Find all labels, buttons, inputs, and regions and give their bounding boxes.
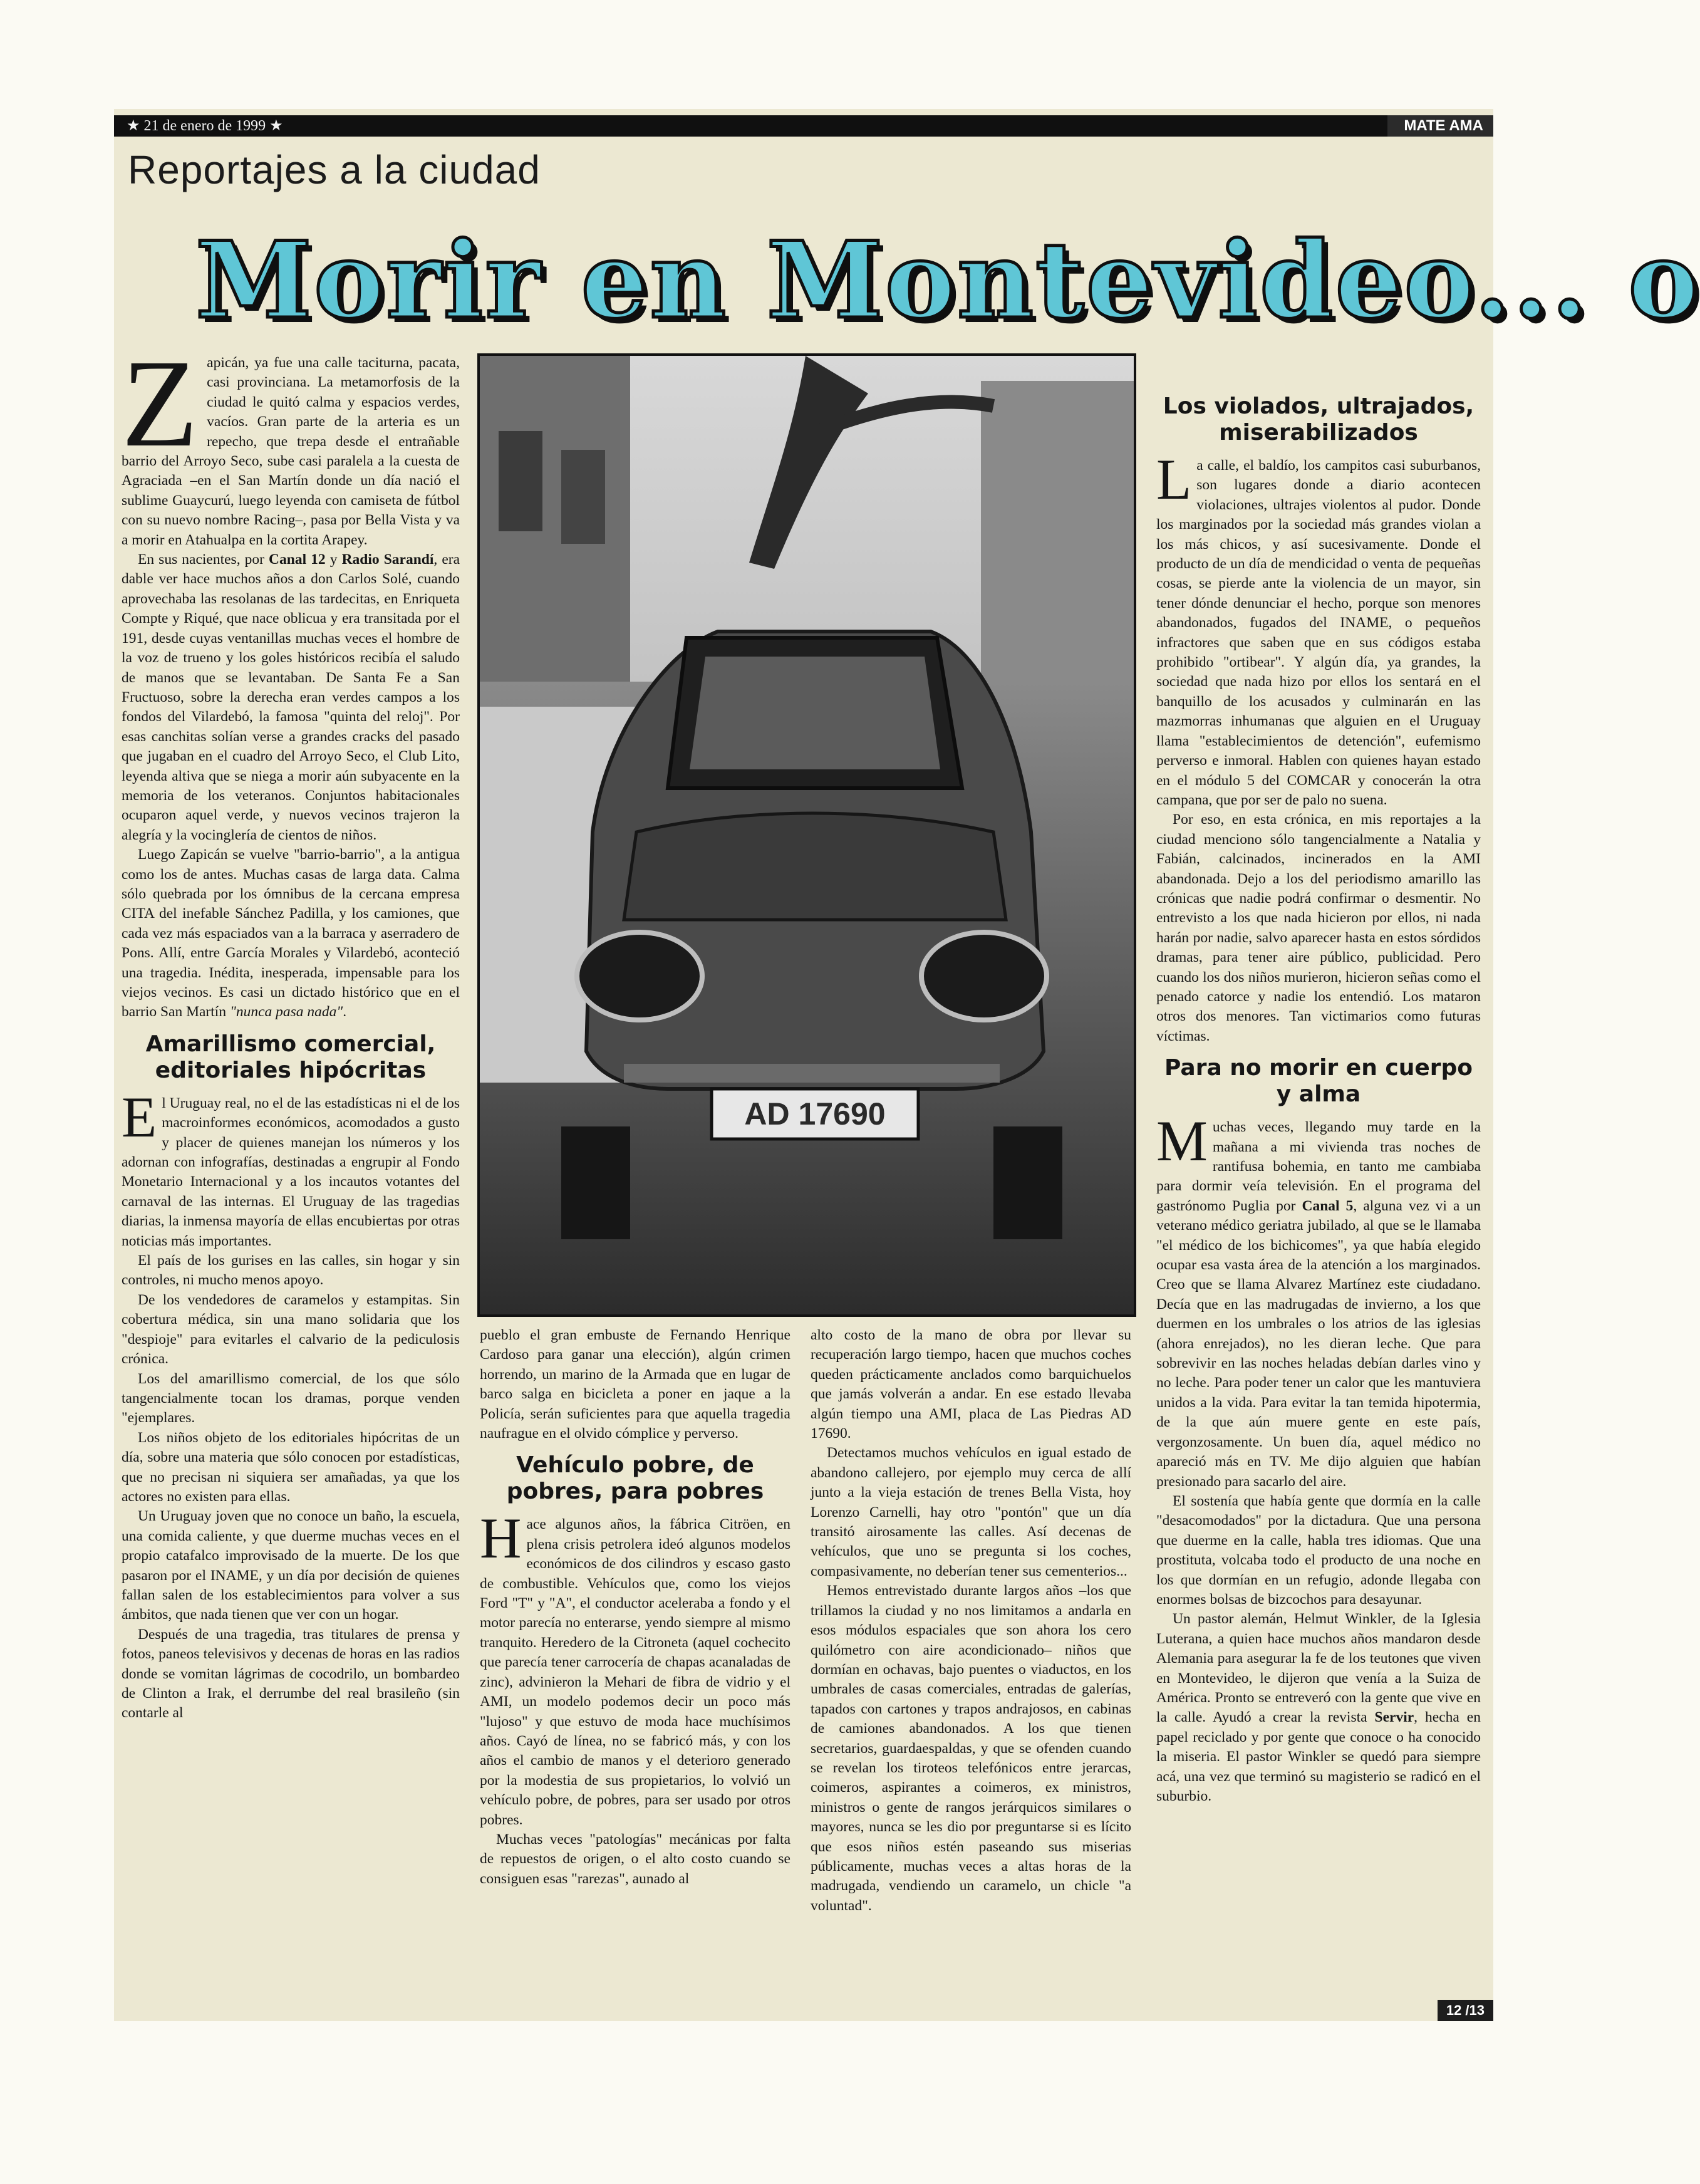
- subheading: Para no morir en cuerpo y alma: [1164, 1055, 1473, 1108]
- paragraph: Muchas veces "patologías" mecánicas por falta de repuestos de origen, o el alto costo cuando se consiguen esas "rarezas", aunado al: [480, 1831, 790, 1887]
- section-title: Reportajes a la ciudad: [128, 147, 541, 192]
- column-3: [811, 1326, 1131, 1916]
- paragraph-text: uchas veces, llegando muy tarde en la mañana a mi vivienda tras noches de rantifusa bohemia, en tanto me cambiaba para dormir veía televisión. En el programa del gastrónomo Puglia por: [1156, 1119, 1481, 1214]
- paragraph-text: , era dable ver hace muchos años a don Carlos Solé, cuando aprovechaba las resolanas de las tardecitas, en Enriqueta Compte y Riqué, que nace oblicua y era transitada por el 191, desde cuyas ventanillas muchas veces el hombre de la voz de trueno y los goles históricos recibía el saludo de manos que se levantaban. De Santa Fe a San Fructuoso, sobre la derecha eran verdes campos a los fondos del Vilardebó, la famosa "quinta del reloj". Por esas canchitas solían verse a grandes cracks del pasado que jugaban en el cuadro del Arroyo Seco, el Club Lito, leyenda altiva que se niega a morir aún subyacente en la memoria de los veteranos. Conjuntos habitacionales ocuparon aquel verde, y nuevos vecinos trajeron la alegría y la vocinglería de cientos de niños.: [122, 551, 460, 843]
- burned-car-photo: [477, 353, 1136, 1317]
- paragraph-text: , hecha en papel reciclado y por gente que conoce o ha conocido la miseria. El pastor Winkler se quedó para siempre acá, una vez que terminó su magisterio se radicó en el suburbio.: [1156, 1709, 1481, 1804]
- column-4: [1156, 385, 1481, 1806]
- drop-cap: Z: [122, 335, 199, 473]
- paragraph-text: l Uruguay real, no el de las estadísticas ni el de los macroinformes económicos, acomodados a gusto y placer de quienes manejan los números y los adornan con infografías, destinadas a engrupir al Fondo Monetario Internacional y a los incautos votantes del carnaval de las internas. El Uruguay de las tragedias diarias, la inmensa mayoría de ellas encubiertas por otras noticias más importantes.: [122, 1095, 460, 1249]
- channel-name: Canal 5: [1302, 1197, 1354, 1214]
- paragraph: [122, 845, 460, 1022]
- license-plate: AD 17690: [744, 1096, 886, 1131]
- paragraph: Los del amarillismo comercial, de los que sólo tangencialmente tocan los dramas, porque venden "ejemplares.: [122, 1370, 460, 1427]
- paragraph: [1156, 1609, 1481, 1806]
- paragraph-text: En sus nacientes, por: [138, 551, 269, 568]
- paragraph: [1156, 1109, 1481, 1492]
- paragraph: El sostenía que había gente que dormía en la calle "desacomodados" por la dictadura. Que una persona que duerme en la calle, habla tres idiomas. Que una prostituta, volcaba todo el producto de una noche en los que dormían en un refugio, adonde llegaba con enormes bolsas de bizcochos para desayunar.: [1156, 1492, 1481, 1608]
- paragraph: Hemos entrevistado durante largos años –los que trillamos la ciudad y no nos limitamos a andarla en esos módulos espaciales que son ahora los cero quilómetro con aire acondicionado– niños que dormían en ochavas, bajo puentes o viaductos, en los umbrales de casas comerciales, entradas de galerías, tapados con cartones y trapos andrajosos, en cabinas de camiones abandonados. A los que tienen secretarios, guardaespaldas, y que se ofenden cuando se revelan los tiroteos telefónicos entre jerarcas, coimeros, aspirantes a coimeros, ex ministros, ministros o gente de rangos jerárquicos similares o mayores, nunca se les dio por preguntarse si es lícito que esos niños estén paseando sus miserias públicamente, muchas veces a altas horas de la madrugada, vendiendo un caramelo, un chicle "a voluntad".: [811, 1583, 1131, 1914]
- paragraph: Después de una tragedia, tras titulares de prensa y fotos, paneos televisivos y decenas de horas en las radios donde se vomitan lágrimas de cocodrilo, un bombardeo de Clinton a Irak, el derrumbe del real brasileño (sin contarle al: [122, 1626, 460, 1722]
- paragraph-text: apicán, ya fue una calle taciturna, pacata, casi provinciana. La metamorfosis de la ciudad le quitó calma y espacios verdes, vacíos. Gran parte de la arteria es un repecho, que trepa desde el entrañable barrio del Arroyo Seco, sube casi paralela a la cuesta de Agraciada –en el San Martín donde un día nació el sublime Guaycurú, luego leyenda con camiseta de fútbol con su nuevo nombre Racing–, pasa por Bella Vista y va a morir en Atahualpa en la cortita Arapey.: [122, 355, 460, 548]
- radio-name: Radio Sarandí: [341, 551, 434, 568]
- paragraph: [122, 335, 460, 550]
- paragraph: [480, 1506, 790, 1830]
- paragraph-text: ace algunos años, la fábrica Citröen, en plena crisis petrolera ideó algunos modelos económicos de dos cilindros y escaso gasto de combustible. Vehículos que, como los viejos Ford "T" y "A", el conductor aceleraba a fondo y el motor parecía no enterarse, yendo siempre al mismo tranquito. Heredero de la Citroneta (aquel cochecito que parecía tener carrocería de chapas acanaladas de zinc), advinieron la Mehari de fibra de vidrio y el AMI, un modelo podemos decir un poco más "lujoso" y que estuvo de moda hace muchísimos años. Cayó de línea, no se fabricó más, y con los años el cambio de manos y el deterioro generado por la modestia de sus propietarios, lo volvió un vehículo pobre, de pobres, para ser usado por otros pobres.: [480, 1516, 790, 1828]
- paragraph: Detectamos muchos vehículos en igual estado de abandono callejero, por ejemplo muy cerca de allí junto a la vieja estación de trenes Bella Vista, hoy Lorenzo Carnelli, hay otro "pontón" que un día transitó airosamente las calles. Así decenas de vehículos, que uno se pregunta si los coches, compasivamente, no deberían tener sus cementerios...: [811, 1445, 1131, 1579]
- drop-cap: H: [480, 1506, 522, 1571]
- subheading: Vehículo pobre, de pobres, para pobres: [506, 1452, 764, 1505]
- paragraph: alto costo de la mano de obra por llevar su recuperación largo tiempo, hacen que muchos coches queden prácticamente anclados como barquichuelos que jamás volverán a andar. En ese estado llevaba algún tiempo una AMI, placa de Las Piedras AD 17690.: [811, 1327, 1131, 1442]
- newspaper-page: [114, 109, 1700, 2021]
- paragraph-text: a calle, el baldío, los campitos casi suburbanos, son lugares donde a diario acontecen violaciones, ultrajes violentos al pudor. Donde los marginados por la sociedad más grandes violan a los más chicos, y así sucesivamente. Donde el producto de un día de mendicidad o venta de pequeñas cosas, se pierde ante la violencia de un mayor, sin tener dónde denunciar el hecho, porque son menores abandonados, fugados del INAME, o pequeños infractores que saben que en sus códigos estaba prohibido "ortibear". Y algún día, ya grandes, la sociedad que nada hizo por ellos los sentará en el banquillo de los acusados y culminarán en las mazmorras inhumanas que alguien en el Uruguay llama "establecimientos de detención", eufemismo perverso e inmoral. Hablen con quienes hayan estado en el módulo 5 del COMCAR y conocerán la otra campana, que por ser de palo no suena.: [1156, 457, 1481, 808]
- paragraph: El país de los gurises en las calles, sin hogar y sin controles, ni mucho menos apoyo.: [122, 1252, 460, 1289]
- paragraph: [122, 550, 460, 845]
- paragraph-text: y: [325, 551, 342, 568]
- magazine-name: Servir: [1374, 1709, 1414, 1726]
- drop-cap: M: [1156, 1109, 1208, 1173]
- drop-cap: E: [122, 1084, 157, 1149]
- paragraph-text: , alguna vez vi a un veterano médico geriatra jubilado, al que se le llamaba "el médico de los bichicomes", ya que había elegido ocupar esa vasta área de la atención a los marginados. Creo que se llama Alvarez Martínez este ciudadano. Decía que en las madrugadas de invierno, a los que duermen en los umbrales o los atrios de las iglesias (ahora enrejados), no les dieran leche. Que para sobrevivir en las noches heladas debían darles vino y no leche. Para poder tener un calor que les mantuviera unidos a la vida. Para evitar la tan temida hipotermia, de la que aún muere gente en este país, vergonzosamente. Un buen día, aquel médico no apareció más en TV. Me dijo alguien que habían presionado para sacarlo del aire.: [1156, 1197, 1481, 1490]
- paragraph-text: Luego Zapicán se vuelve "barrio-barrio", a la antigua como los de antes. Muchas casas de larga data. Calma sólo quebrada por los ómnibus de la cercana empresa CITA del inefable Sánchez Padilla, y los camiones, que cada vez más espaciados van a la barraca y aserradero de Pons. Allí, entre García Morales y Vilardebó, aconteció una tragedia. Inédita, inesperada, impensable para los viejos vecinos. Es casi un dictado histórico que en el barrio San Martín: [122, 846, 460, 1021]
- headline: Morir en Montevideo... o: [195, 218, 1700, 342]
- column-1: [122, 335, 460, 1724]
- paragraph: [1156, 447, 1481, 810]
- publication-name: MATE AMA: [1387, 115, 1493, 137]
- paragraph: [122, 1084, 460, 1251]
- channel-name: Canal 12: [269, 551, 326, 568]
- subheading: Amarillismo comercial, editoriales hipócritas: [145, 1031, 436, 1083]
- drop-cap: L: [1156, 447, 1192, 511]
- paragraph: Los niños objeto de los editoriales hipócritas de un día, sobre una materia que sólo conocen por estadísticas, que no precisan ni siquiera ser amañadas, ya que los actores no existen para ellas.: [122, 1429, 460, 1505]
- quote: "nunca pasa nada": [229, 1004, 343, 1021]
- photo-illustration: [480, 356, 1134, 1314]
- paragraph: De los vendedores de caramelos y estampitas. Sin cobertura médica, sin una mano solidaria que los "despioje" para evitarles el calvario de la pediculosis crónica.: [122, 1291, 460, 1368]
- paragraph-text: Un pastor alemán, Helmut Winkler, de la Iglesia Luterana, a quien hace muchos años mandaron desde Alemania para asegurar la fe de los teutones que viven en Montevideo, le dijeron que venía a la Suiza de América. Pronto se entreveró con la gente que vive en la calle. Ayudó a crear la revista: [1156, 1611, 1481, 1726]
- paragraph: Un Uruguay joven que no conoce un baño, la escuela, una comida caliente, y que duerme muchas veces en el propio catafalco improvisado de la muerte. De los que pasaron por el INAME, y un día por decisión de quienes fallan salen de los establecimientos para volver a sus ámbitos, que nada tienen que ver con un hogar.: [122, 1508, 460, 1623]
- issue-date: ★ 21 de enero de 1999 ★: [127, 118, 283, 134]
- top-bar: [114, 115, 1493, 137]
- page-number: 12 /13: [1438, 2000, 1493, 2021]
- paragraph-text: .: [343, 1004, 347, 1021]
- paragraph: Por eso, en esta crónica, en mis reportajes a la ciudad menciono sólo tangencialmente a Natalia y Fabián, calcinados, incinerados en la AMI abandonada. Dejo a los del periodismo amarillo las crónicas que nadie podrá confirmar o desmentir. No entrevisto a los que nada hicieron por ellos, ni nada harán por nadie, salvo aparecer hasta en estos sórdidos dramas, para tener aire público, publicidad. Pero cuando los dos niños murieron, hicieron señas como el penado catorce y nadie los entendió. Los mataron otros dos menores. Tan victimarios como futuras víctimas.: [1156, 811, 1481, 1044]
- subheading: Los violados, ultrajados, miserabilizados: [1163, 393, 1475, 445]
- paragraph: pueblo el gran embuste de Fernando Henrique Cardoso para ganar una elección), algún crimen horrendo, un marino de la Armada que en lugar de barco salga en bicicleta a poner en jaque a la Policía, serán suficientes para que aquella tragedia naufrague en el olvido cómplice y perverso.: [480, 1327, 790, 1442]
- column-2: [480, 1326, 790, 1889]
